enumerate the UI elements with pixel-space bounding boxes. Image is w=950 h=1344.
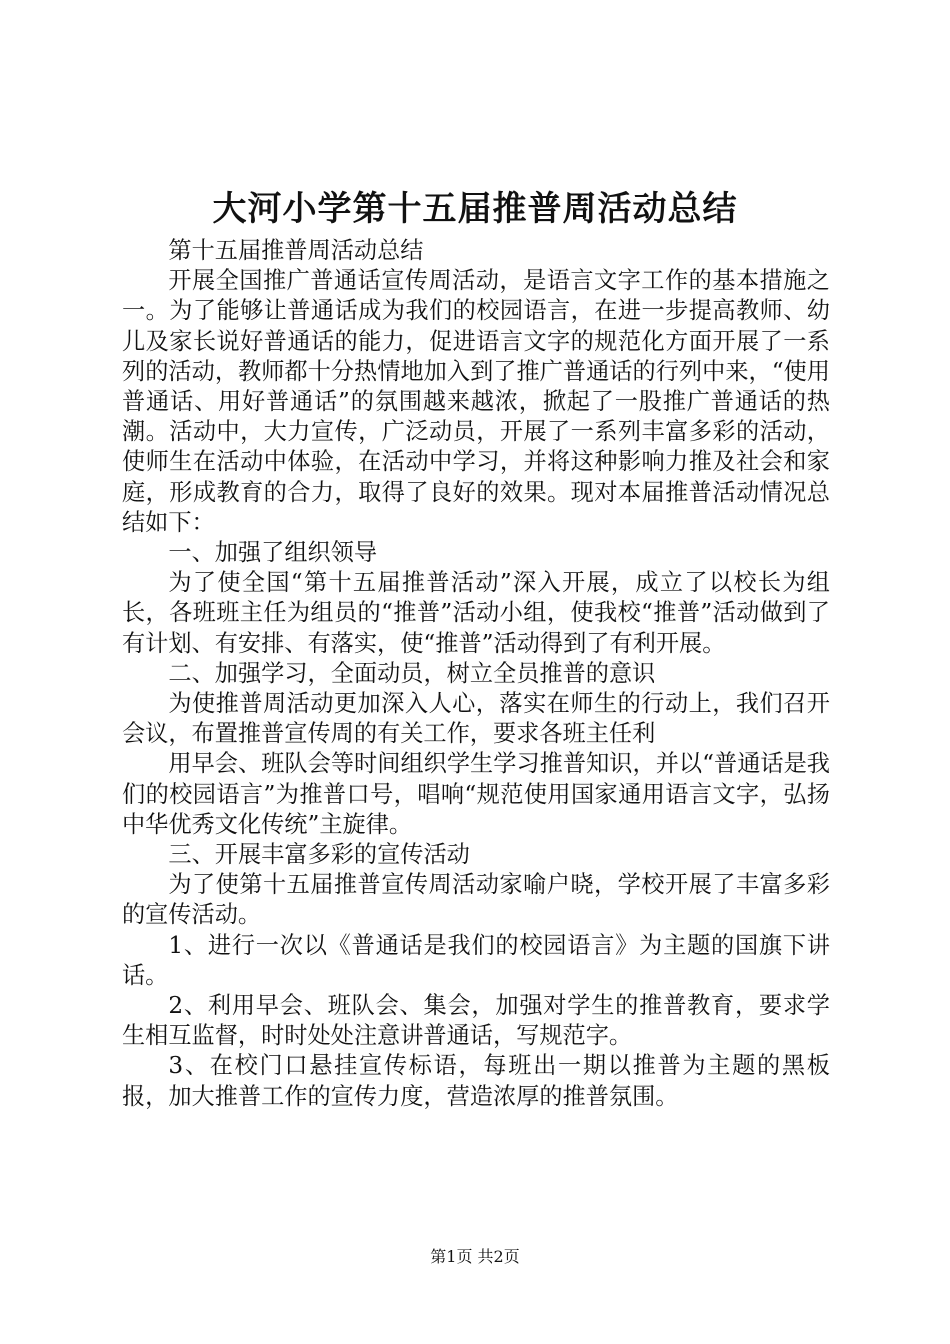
document-body [122, 236, 830, 1112]
paragraph-intro: 开展全国推广普通话宣传周活动，是语言文字工作的基本措施之一。为了能够让普通话成为我们的校园语言，在进一步提高教师、幼儿及家长说好普通话的能力，促进语言文字的规范化方面开展了一系列的活动，教师都十分热情地加入到了推广普通话的行列中来，“使用普通话、用好普通话”的氛围越来越浓，掀起了一股推广普通话的热潮。活动中，大力宣传，广泛动员，开展了一系列丰富多彩的活动，使师生在活动中体验，在活动中学习，并将这种影响力推及社会和家庭，形成教育的合力，取得了良好的效果。现对本届推普活动情况总结如下： [122, 267, 830, 536]
page-number-footer: 第1页 共2页 [430, 1247, 520, 1266]
paragraph-section-1: 为了使全国“第十五届推普活动”深入开展，成立了以校长为组长，各班班主任为组员的“推普”活动小组，使我校“推普”活动做到了有计划、有安排、有落实，使“推普”活动得到了有利开展。 [122, 569, 830, 657]
list-item-2: 2、利用早会、班队会、集会，加强对学生的推普教育，要求学生相互监督，时时处处注意讲普通话，写规范字。 [122, 992, 830, 1050]
list-item-3: 3、在校门口悬挂宣传标语，每班出一期以推普为主题的黑板报，加大推普工作的宣传力度，营造浓厚的推普氛围。 [122, 1052, 830, 1110]
paragraph-section-3: 为了使第十五届推普宣传周活动家喻户晓，学校开展了丰富多彩的宣传活动。 [122, 871, 830, 929]
paragraph-section-2b: 用早会、班队会等时间组织学生学习推普知识，并以“普通话是我们的校园语言”为推普口号，唱响“规范使用国家通用语言文字，弘扬中华优秀文化传统”主旋律。 [122, 750, 830, 838]
paragraph-subtitle: 第十五届推普周活动总结 [168, 237, 424, 264]
list-item-1: 1、进行一次以《普通话是我们的校园语言》为主题的国旗下讲话。 [122, 931, 830, 989]
section-heading-3: 三、开展丰富多彩的宣传活动 [168, 841, 470, 869]
section-heading-1: 一、加强了组织领导 [168, 539, 378, 567]
section-heading-2: 二、加强学习，全面动员，树立全员推普的意识 [168, 659, 656, 687]
paragraph-section-2a: 为使推普周活动更加深入人心，落实在师生的行动上，我们召开会议，布置推普宣传周的有关工作，要求各班主任利 [122, 690, 830, 748]
document-title: 大河小学第十五届推普周活动总结 [212, 189, 738, 229]
